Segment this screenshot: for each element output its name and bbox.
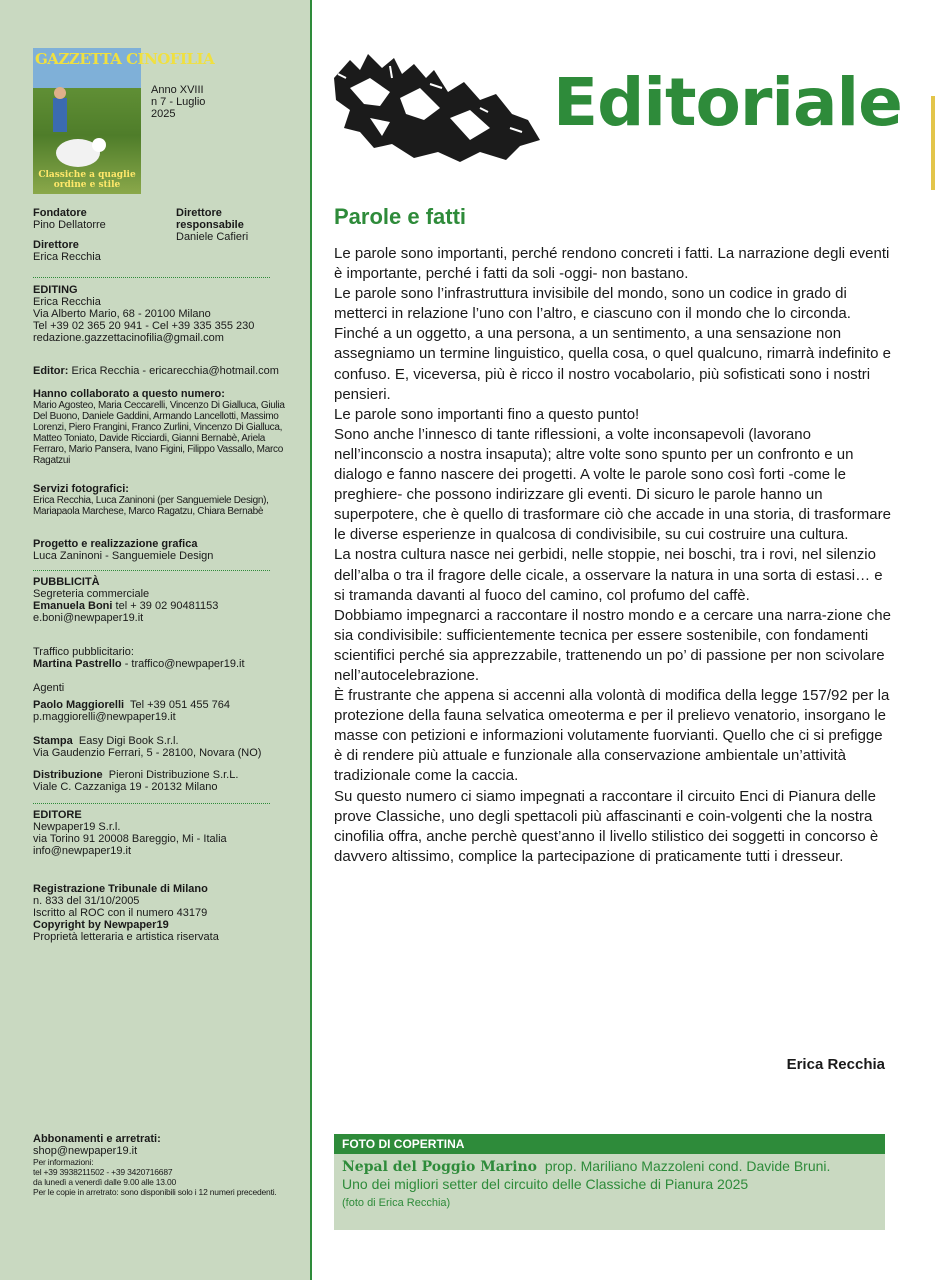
divider (33, 277, 270, 278)
issue-year: Anno XVIII (151, 84, 204, 96)
issue-info (151, 84, 205, 120)
photo-credit: (foto di Erica Recchia) (342, 1197, 451, 1209)
collaboratori-list: Mario Agosteo, Maria Ceccarelli, Vincenzo Di Gialluca, Giulia Del Buono, Daniele Gaddini, Armando Lancellotti, Massimo Lorenzi, Piero Frangini, Franco Zurlini, Vincenzo Di Gialluca, Matteo Toniato, Davide Ricciardi, Gianni Bernabè, Ariela Ferraro, Mario Pansera, Ivano Figini, Filippo Vassallo, Marco Ragatzui (33, 400, 285, 466)
direttore: Direttore Erica Recchia (33, 239, 101, 263)
grafica-block: Progetto e realizzazione grafica Luca Zaninoni - Sanguemiele Design (33, 538, 214, 562)
mountain-logo-icon (330, 48, 545, 166)
issue-date: 2025 (151, 108, 176, 120)
paragraph: La nostra cultura nasce nei gerbidi, nelle stoppie, nei boschi, tra i rovi, nel silenzio dell’alba o tra il fragore delle cicale, a osservare la natura in una sorta di estasi… e si tramanda davanti al fuoco del camino, col profumo del caffè. (334, 546, 883, 604)
dog-name: Nepal del Poggio Marino (342, 1159, 538, 1175)
traffico-block: Traffico pubblicitario: Martina Pastrello - traffico@newpaper19.it (33, 646, 245, 670)
paragraph: Dobbiamo impegnarci a raccontare il nostro mondo e a cercare una narra-zione che sia condivisibile: sufficientemente tecnica per essere sostenibile, con fondamenti scientifici perché sia apprezzabile, trattenendo un po’ di passione per non scivolare nell’autocelebrazione. (334, 606, 891, 684)
pubblicita-block: PUBBLICITÀ Segreteria commerciale Emanuela Boni tel + 39 02 90481153 e.boni@newpaper19.it (33, 576, 219, 624)
article-body (334, 244, 894, 867)
paragraph: Le parole sono l’infrastruttura invisibile del mondo, sono un codice in grado di metterci in relazione l’uno con l’altro, e ciascuno con il mondo che lo circonda. (334, 285, 851, 323)
cover-title: GAZZETTA CINOFILIA (35, 50, 215, 68)
issue-number: n 7 - Luglio (151, 96, 206, 108)
caption-line2: Uno dei migliori setter del circuito delle Classiche di Pianura 2025 (342, 1176, 749, 1192)
fondatore: Fondatore Pino Dellatorre (33, 207, 106, 231)
abbonamenti-block: Abbonamenti e arretrati: shop@newpaper19.it Per informazioni: tel +39 3938211502 - +39 3420716687 da lunedì a venerdì dalle 9.00 alle 13.00 Per le copie in arretrato: sono disponibili solo i 12 numeri precedenti. (33, 1133, 277, 1197)
divider (33, 803, 270, 804)
page-title: Editoriale (553, 64, 902, 141)
paragraph: Sono anche l’innesco di tante riflessioni, a volte inconsapevoli (lavorano nell’inconscio a nostra insaputa); altre volte sono spunto per un confronto e un dialogo e fanno nascere dei progetti. A volte le parole sono così forti -come le preghiere- che possono indirizzare gli eventi. Di sicuro le parole hanno un superpotere, che è quello di trasformare ciò che accade in una storia, di trasformare le diverse esperienze in qualcosa di condivisibile, su cui costruire una cultura. (334, 425, 891, 544)
cover-photo-caption (334, 1134, 885, 1230)
paragraph: Le parole sono importanti, perché rendono concreti i fatti. La narrazione degli eventi è importante, perché i fatti da soli -oggi- non bastano. (334, 245, 890, 283)
direttore-responsabile: Direttore responsabile Daniele Cafieri (176, 207, 249, 243)
paragraph: È frustrante che appena si accenni alla volontà di modifica della legge 157/92 per la protezione della fauna selvatica omeoterma e per il prelievo venatorio, insorgano le masse con petizioni e informazioni volutamente fuorvianti. Quello che ci si prefigge è di rendere più attuale e funzionale alla conservazione ambientale un’attività tradizionale come la caccia. (334, 687, 890, 785)
accent-bar (931, 96, 935, 190)
paragraph: Finché a un oggetto, a una persona, a un sentimento, a una sensazione non assegniamo un termine linguistico, quella cosa, o quel qualcuno, rimarrà indefinito e confuso. E, viceversa, più è ricco il nostro vocabolario, più sofisticati sono i nostri pensieri. (334, 325, 891, 403)
stampa-block: Stampa Easy Digi Book S.r.l. Via Gaudenzio Ferrari, 5 - 28100, Novara (NO) (33, 735, 262, 759)
caption-label: FOTO DI COPERTINA (334, 1134, 885, 1154)
collaboratori-block: Hanno collaborato a questo numero: Mario Agosteo, Maria Ceccarelli, Vincenzo Di Gialluca, Giulia Del Buono, Daniele Gaddini, Armando Lancellotti, Massimo Lorenzi, Piero Frangini, Franco Zurlini, Vincenzo Di Gialluca, Matteo Toniato, Davide Ricciardi, Gianni Bernabè, Ariela Ferraro, Mario Pansera, Ivano Figini, Filippo Vassallo, Marco Ragatzui (33, 388, 285, 466)
paragraph: Su questo numero ci siamo impegnati a raccontare il circuito Enci di Pianura delle prove Classiche, uno degli spettacoli più affascinanti e coin-volgenti che la nostra cinofilia offra, anche perchè quest’anno il livello stilistico dei soggetti in concorso è davvero altissimo, complice la partecipazione di praticamente tutti i dresseur. (334, 787, 879, 865)
caption-text: prop. Mariliano Mazzoleni cond. Davide Bruni. (544, 1158, 831, 1174)
masthead-sidebar (0, 0, 312, 1280)
editor-line: Editor: Erica Recchia - ericarecchia@hotmail.com (33, 365, 279, 377)
author-signature: Erica Recchia (786, 1056, 885, 1073)
servizi-fotografici: Servizi fotografici: Erica Recchia, Luca Zaninoni (per Sanguemiele Design), Mariapaola Marchese, Marco Ragatzu, Chiara Bernabè (33, 483, 269, 517)
paragraph: Le parole sono importanti fino a questo punto! (334, 405, 640, 423)
agenti-block: Agenti Paolo Maggiorelli Tel +39 051 455 764 p.maggiorelli@newpaper19.it (33, 682, 231, 723)
article-heading: Parole e fatti (334, 204, 467, 229)
registrazione-block: Registrazione Tribunale di Milano n. 833 del 31/10/2005 Iscritto al ROC con il numero 43179 Copyright by Newpaper19 Proprietà letteraria e artistica riservata (33, 883, 219, 943)
cover-caption: Classiche a quaglie ordine e stile (38, 170, 136, 190)
editing-block: EDITING Erica Recchia Via Alberto Mario, 68 - 20100 Milano Tel +39 02 365 20 941 - Cel +39 335 355 230 redazione.gazzettacinofilia@gmail.com (33, 284, 255, 344)
distribuzione-block: Distribuzione Pieroni Distribuzione S.r.L. Viale C. Cazzaniga 19 - 20132 Milano (33, 769, 239, 793)
divider (33, 570, 270, 571)
editore-block: EDITORE Newpaper19 S.r.l. via Torino 91 20008 Bareggio, Mi - Italia info@newpaper19.it (33, 809, 227, 857)
